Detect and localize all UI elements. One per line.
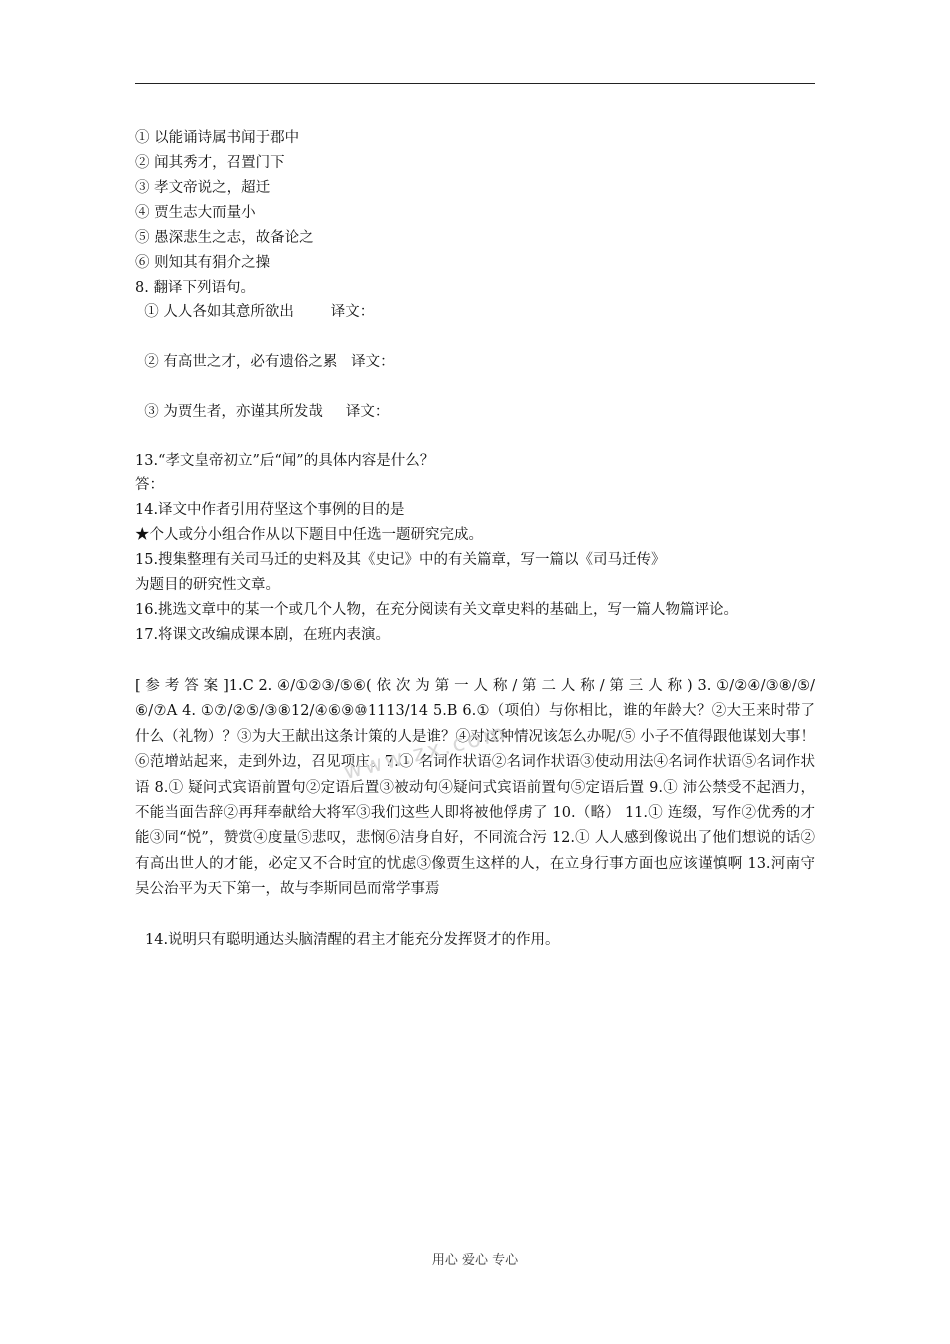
question-line: 17.将课文改编成课本剧，在班内表演。 bbox=[135, 627, 391, 643]
reference-answers-last: 14.说明只有聪明通达头脑清醒的君主才能充分发挥贤才的作用。 bbox=[145, 932, 560, 948]
translation-item: ② 有高世之才，必有遗俗之累 译文： bbox=[135, 354, 395, 370]
question-line: 13.“孝文皇帝初立”后“闻”的具体内容是什么？ bbox=[135, 453, 435, 469]
question-line: 15.搜集整理有关司马迁的史料及其《史记》中的有关篇章，写一篇以《司马迁传》 bbox=[135, 552, 666, 568]
research-intro: ★个人或分小组合作从以下题目中任选一题研究完成。 bbox=[135, 527, 483, 543]
watermark: www.zx.com bbox=[341, 720, 511, 785]
question-line: 16.挑选文章中的某一个或几个人物，在充分阅读有关文章史料的基础上，写一篇人物篇评论。 bbox=[135, 602, 739, 618]
page-footer: 用心 爱心 专心 bbox=[431, 1253, 519, 1268]
reference-answers: [ 参 考 答 案 ]1.C 2. ④/①②③/⑤⑥( 依 次 为 第 一 人 称 / 第 二 人 称 / 第 三 人 称 ) 3. ①/②④/③⑧/⑤/⑥/⑦A 4. ①⑦/②⑤/③⑧12/④⑥⑨⑩1113/14 5.B 6.①（项伯）与你相比，谁的年龄大？②大王来时带了什么（礼物）？③为大王献出这条计策的人是谁？④对这种情况该怎么办呢/⑤ 小子不值得跟他谋划大事！⑥范增站起来，走到外边，召见项庄。7.① 名词作状语②名词作状语③使动用法④名词作状语⑤名词作状语 8.① 疑问式宾语前置句②定语后置③被动句④疑问式宾语前置句⑤定语后置 9.① 沛公禁受不起酒力，不能当面告辞②再拜奉献给大将军③我们这些人即将被他俘虏了 10.（略） 11.① 连缀，写作②优秀的才能③同“悦”，赞赏④度量⑤悲叹，悲悯⑥洁身自好，不同流合污 12.① 人人感到像说出了他们想说的话②有高出世人的才能，必定又不合时宜的忧虑③像贾生这样的人，在立身行事方面也应该谨慎啊 13.河南守吴公治平为天下第一，故与李斯同邑而常学事焉 bbox=[135, 678, 815, 898]
translation-item: ③ 为贾生者，亦谨其所发哉 译文： bbox=[135, 404, 390, 420]
answer-label: 答： bbox=[135, 477, 164, 493]
question-line: 14.译文中作者引用苻坚这个事例的目的是 bbox=[135, 502, 405, 518]
text-line: ④ 贾生志大而量小 bbox=[135, 205, 256, 221]
question-line: 为题目的研究性文章。 bbox=[135, 577, 280, 593]
translation-item: ① 人人各如其意所欲出 译文： bbox=[135, 304, 375, 320]
text-line: ③ 孝文帝说之，超迁 bbox=[135, 180, 271, 196]
header-rule bbox=[135, 83, 815, 84]
text-line: ② 闻其秀才，召置门下 bbox=[135, 155, 285, 171]
text-line: ① 以能诵诗属书闻于郡中 bbox=[135, 130, 300, 146]
question-heading: 8. 翻译下列语句。 bbox=[135, 280, 255, 296]
text-line: ⑤ 愚深悲生之志，故备论之 bbox=[135, 230, 314, 246]
text-line: ⑥ 则知其有狷介之操 bbox=[135, 255, 271, 271]
